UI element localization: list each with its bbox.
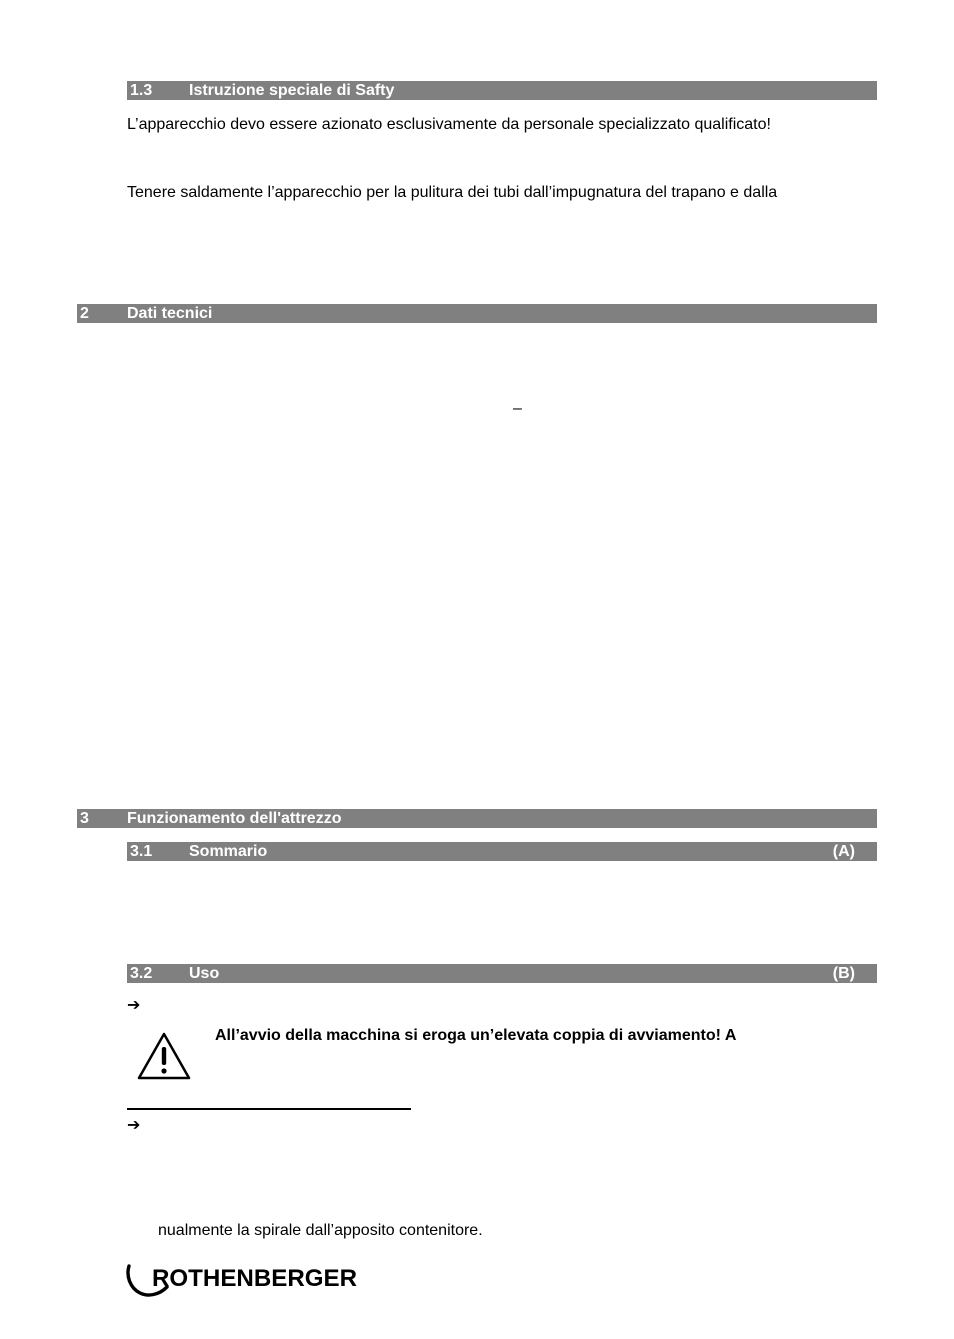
section-header-3 [77,809,877,828]
section-number: 3.1 [130,843,153,860]
stray-dash: – [513,400,522,417]
paragraph-qualified-personnel: L’apparecchio devo essere azionato esclusivamente da personale specializzato qualificato! [127,116,771,133]
brand-name: ROTHENBERGER [152,1265,357,1292]
arrow-bullet-icon: ➔ [127,997,141,1014]
section-number: 3.2 [130,965,153,982]
section-header-3-1 [127,842,877,861]
section-title: Funzionamento dell'attrezzo [127,810,342,827]
section-header-3-2 [127,964,877,983]
section-header-2 [77,304,877,323]
section-number: 1.3 [130,82,153,99]
section-title: Uso [189,965,220,982]
section-number: 3 [80,810,89,827]
paragraph-spiral: nualmente la spirale dall’apposito contenitore. [158,1222,483,1239]
paragraph-hold-device: Tenere saldamente l’apparecchio per la pulitura dei tubi dall’impugnatura del trapano e dalla [127,184,778,201]
warning-icon [136,1031,192,1081]
warning-text: All’avvio della macchina si eroga un’elevata coppia di avviamento! A [215,1027,737,1044]
section-title: Istruzione speciale di Safty [189,82,395,99]
rothenberger-logo [124,1262,364,1298]
section-header-1-3 [127,81,877,100]
divider [127,1108,411,1110]
figure-ref: (B) [832,965,855,982]
section-title: Dati tecnici [127,305,213,322]
figure-ref: (A) [832,843,855,860]
section-number: 2 [80,305,89,322]
arrow-bullet-icon: ➔ [127,1117,141,1134]
section-title: Sommario [189,843,268,860]
